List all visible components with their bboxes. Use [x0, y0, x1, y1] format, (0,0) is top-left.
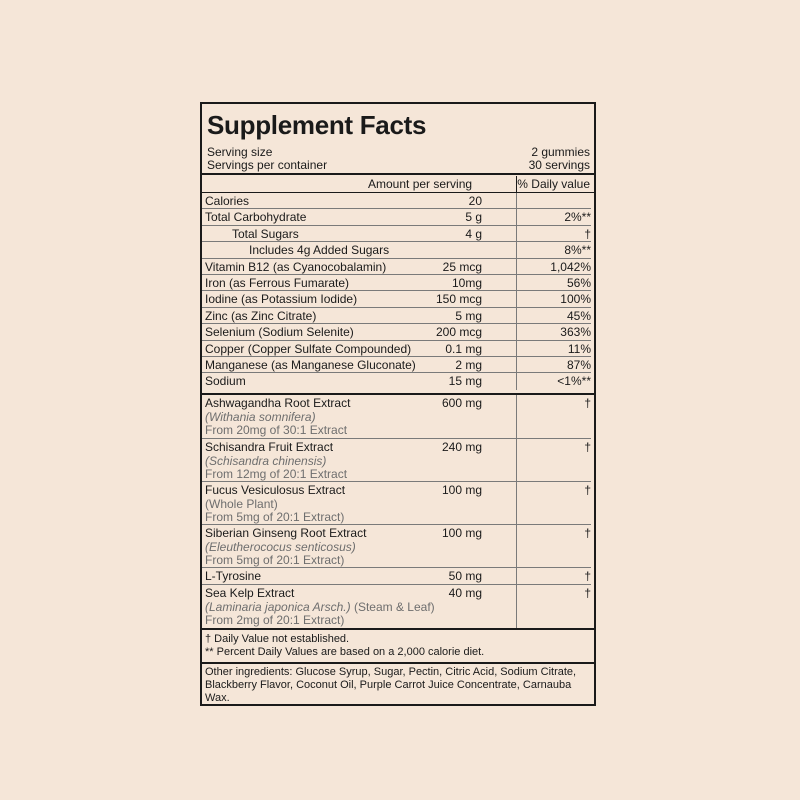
nutrient-daily-value: 11%	[567, 341, 591, 356]
nutrient-name: Iron (as Ferrous Fumarate)	[205, 276, 350, 290]
servings-per-container-row	[207, 158, 590, 172]
nutrient-amount: 10mg	[451, 276, 482, 290]
botanical-latin: (Schisandra chinensis)	[205, 453, 327, 468]
botanical-name: Fucus Vesiculosus Extract	[205, 483, 346, 497]
column-header	[202, 176, 594, 192]
nutrient-amount: 0.1 mg	[445, 341, 482, 356]
servings-per-container-value: 30 servings	[528, 158, 590, 172]
botanical-latin-name	[205, 541, 356, 555]
botanical-source: From 20mg of 30:1 Extract	[205, 423, 348, 437]
thick-divider	[202, 628, 594, 630]
column-divider	[516, 341, 517, 357]
daily-value-header: % Daily value	[517, 177, 590, 191]
botanical-amount: 240 mg	[441, 440, 482, 454]
botanical-row	[202, 568, 594, 585]
nutrient-row	[202, 275, 594, 291]
nutrient-name: Includes 4g Added Sugars	[249, 243, 390, 258]
botanical-daily-value: †	[584, 440, 591, 454]
amount-per-serving-header: Amount per serving	[368, 177, 473, 191]
botanical-latin-name	[205, 601, 435, 615]
botanical-latin-extra: (Steam & Leaf)	[350, 599, 435, 614]
footnote-double-star: ** Percent Daily Values are based on a 2,000 calorie diet.	[205, 646, 485, 658]
botanical-row	[202, 525, 594, 568]
nutrient-amount: 4 g	[465, 226, 482, 241]
nutrient-name: Copper (Copper Sulfate Compounded)	[205, 341, 412, 356]
thick-divider	[202, 173, 594, 175]
nutrient-daily-value: 1,042%	[550, 259, 591, 274]
nutrient-daily-value: 8%**	[564, 243, 591, 258]
column-divider	[516, 373, 517, 389]
nutrient-name: Total Carbohydrate	[205, 210, 307, 225]
column-divider	[516, 525, 517, 568]
nutrient-row	[202, 209, 594, 225]
column-divider	[516, 242, 517, 258]
nutrient-row	[202, 291, 594, 307]
botanical-amount: 100 mg	[441, 526, 482, 540]
nutrient-amount: 150 mcg	[435, 292, 482, 307]
nutrient-row	[202, 341, 594, 357]
botanical-latin: (Laminaria japonica Arsch.)	[205, 599, 351, 614]
botanical-daily-value: †	[584, 396, 591, 410]
nutrient-name: Zinc (as Zinc Citrate)	[205, 308, 317, 323]
botanical-latin: (Eleutherococus senticosus)	[205, 539, 356, 554]
botanical-name: Ashwagandha Root Extract	[205, 396, 351, 410]
column-divider	[516, 324, 517, 340]
column-divider	[516, 439, 517, 482]
column-divider	[516, 193, 517, 209]
botanical-name: Siberian Ginseng Root Extract	[205, 526, 367, 540]
botanical-row	[202, 395, 594, 439]
nutrient-name: Iodine (as Potassium Iodide)	[205, 292, 358, 307]
column-divider	[516, 357, 517, 373]
botanical-source: From 5mg of 20:1 Extract)	[205, 553, 345, 567]
botanical-name: L-Tyrosine	[205, 569, 262, 583]
botanical-name: Schisandra Fruit Extract	[205, 440, 334, 454]
nutrient-daily-value: 45%	[566, 308, 591, 323]
nutrient-name: Sodium	[205, 374, 246, 389]
botanical-daily-value: †	[584, 483, 591, 497]
botanical-latin-name	[205, 455, 326, 469]
botanical-daily-value: †	[584, 586, 591, 600]
other-ingredients: Other ingredients: Glucose Syrup, Sugar, Pectin, Citric Acid, Sodium Citrate, Blackberry Flavor, Coconut Oil, Purple Carrot Juice Concentrate, Carnauba Wax.	[205, 666, 577, 704]
nutrient-row	[202, 242, 594, 258]
nutrient-amount: 200 mcg	[435, 325, 482, 340]
botanical-row	[202, 585, 594, 628]
column-divider	[516, 482, 517, 525]
supplement-facts-panel	[200, 102, 596, 706]
nutrient-name: Calories	[205, 194, 250, 208]
nutrient-name: Manganese (as Manganese Gluconate)	[205, 358, 416, 372]
nutrient-amount: 25 mcg	[442, 259, 482, 274]
botanical-amount: 50 mg	[448, 569, 482, 583]
column-divider	[516, 275, 517, 291]
botanical-row	[202, 439, 594, 482]
nutrient-name: Selenium (Sodium Selenite)	[205, 325, 354, 340]
nutrient-daily-value: 2%**	[564, 210, 591, 225]
botanical-source: From 5mg of 20:1 Extract)	[205, 510, 345, 524]
column-divider	[516, 259, 517, 275]
nutrient-daily-value: 56%	[566, 276, 591, 290]
nutrient-daily-value: 363%	[560, 325, 591, 340]
nutrient-daily-value: 100%	[560, 292, 591, 307]
serving-size-row	[207, 145, 590, 159]
nutrient-name: Total Sugars	[232, 226, 299, 241]
nutrient-row	[202, 373, 594, 389]
serving-size-value: 2 gummies	[531, 145, 590, 159]
botanical-amount: 40 mg	[448, 586, 482, 600]
nutrient-daily-value: †	[584, 226, 591, 241]
column-divider	[516, 308, 517, 324]
botanical-amount: 100 mg	[441, 483, 482, 497]
column-divider	[516, 209, 517, 225]
nutrient-row	[202, 324, 594, 340]
nutrient-row	[202, 357, 594, 373]
botanical-latin-name	[205, 498, 278, 512]
column-divider	[516, 568, 517, 585]
botanical-latin-name	[205, 411, 316, 425]
nutrient-amount: 15 mg	[448, 374, 482, 389]
nutrient-name: Vitamin B12 (as Cyanocobalamin)	[205, 259, 387, 274]
nutrient-daily-value: <1%**	[557, 374, 591, 389]
column-divider	[516, 291, 517, 307]
nutrient-row	[202, 308, 594, 324]
nutrient-row	[202, 193, 594, 209]
thick-divider	[202, 662, 594, 664]
botanical-source: From 2mg of 20:1 Extract)	[205, 613, 345, 627]
botanical-daily-value: †	[584, 526, 591, 540]
nutrient-amount: 5 mg	[455, 308, 482, 323]
column-divider	[516, 585, 517, 628]
column-divider	[516, 395, 517, 439]
botanical-name: Sea Kelp Extract	[205, 586, 295, 600]
botanical-amount: 600 mg	[441, 396, 482, 410]
serving-size-label: Serving size	[207, 145, 273, 159]
botanical-latin: (Whole Plant)	[205, 496, 278, 511]
nutrient-row	[202, 226, 594, 242]
panel-title: Supplement Facts	[207, 110, 427, 140]
servings-per-container-label: Servings per container	[207, 158, 328, 172]
nutrient-row	[202, 259, 594, 275]
nutrient-amount: 2 mg	[455, 358, 482, 372]
botanical-daily-value: †	[584, 569, 591, 583]
nutrient-amount: 5 g	[465, 210, 482, 225]
botanical-source: From 12mg of 20:1 Extract	[205, 467, 348, 481]
column-divider	[516, 226, 517, 242]
botanical-row	[202, 482, 594, 525]
nutrient-daily-value: 87%	[566, 358, 591, 372]
botanical-latin: (Withania somnifera)	[205, 409, 316, 424]
footnote-dagger: † Daily Value not established.	[205, 633, 350, 645]
nutrient-amount: 20	[468, 194, 482, 208]
